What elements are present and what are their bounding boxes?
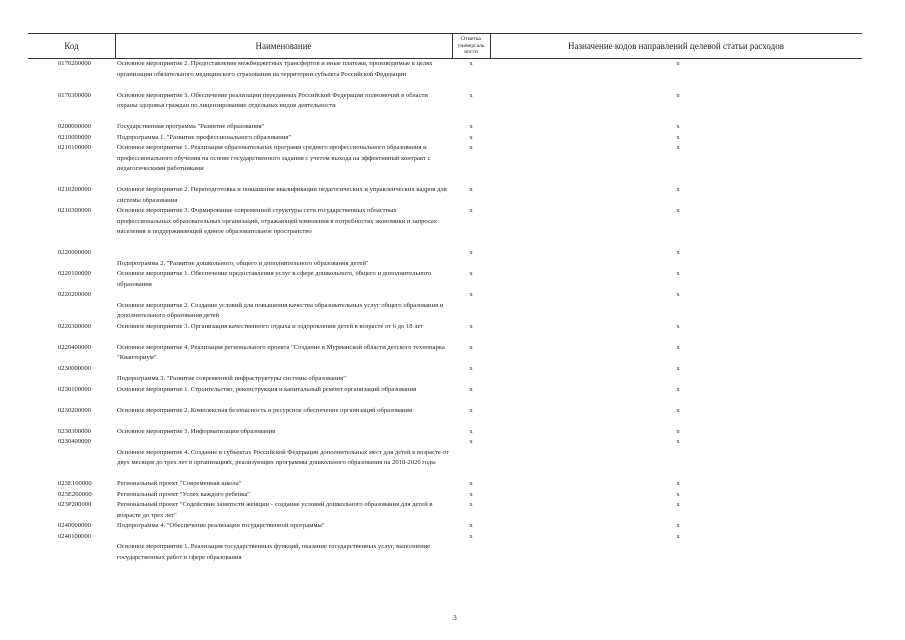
table-row xyxy=(0,427,905,438)
table-row xyxy=(0,448,905,480)
row-universality-mark: x xyxy=(469,207,473,214)
row-universality-mark: x xyxy=(469,249,473,256)
row-purpose: x xyxy=(676,249,680,256)
row-universality-mark: x xyxy=(469,291,473,298)
row-purpose: x xyxy=(676,60,680,67)
row-purpose: x xyxy=(676,186,680,193)
row-universality-mark: x xyxy=(469,186,473,193)
row-purpose: x xyxy=(676,133,680,141)
table-row xyxy=(0,259,905,270)
row-code: 0230000000 xyxy=(58,364,91,372)
row-purpose: x xyxy=(676,490,680,498)
row-universality-mark: x xyxy=(469,322,473,330)
row-name: Региональный проект "Содействие занятости женщин - создание условий дошкольного образования для детей в возрасте до трех лет" xyxy=(117,501,433,519)
table-row xyxy=(0,91,905,123)
row-code: 0210000000 xyxy=(58,133,91,141)
row-universality-mark: x xyxy=(469,91,473,99)
row-name: Подпрограмма 2. "Развитие дошкольного, общего и дополнительного образования детей" xyxy=(117,259,369,267)
header-universality-mark: Отметка универсаль ности xyxy=(452,33,490,59)
row-code: 0210100000 xyxy=(58,144,91,151)
row-name: Основное мероприятие 3. Обеспечение реализации переданных Российской Федерации полномочий в области охраны здоровья граждан по лицензированию отдельных видов деятельности xyxy=(117,91,428,109)
row-purpose: x xyxy=(676,91,680,99)
row-code: 0230400000 xyxy=(58,438,91,445)
row-name: Основное мероприятие 4. Создание в субъектах Российской Федерации дополнительных мест для детей в возрасте от двух месяцев до трех лет в организациях, реализующих программы дошкольного образования на 2018-2020 годы xyxy=(117,448,449,466)
row-name: Основное мероприятие 1. Реализация образовательных программ среднего профессионального образования и профессионального обучения на основе государственного задания с учетом выхода на эффективный контракт с педагогическими работниками xyxy=(117,144,431,172)
row-code: 0230200000 xyxy=(58,406,91,414)
table-row xyxy=(0,269,905,290)
row-universality-mark: x xyxy=(469,385,473,393)
row-code: 0210300000 xyxy=(58,207,91,214)
row-universality-mark: x xyxy=(469,123,473,130)
row-code: 0210200000 xyxy=(58,186,91,193)
table-row xyxy=(0,490,905,501)
row-code: 0170200000 xyxy=(58,60,91,67)
row-purpose: x xyxy=(676,364,680,372)
row-universality-mark: x xyxy=(469,364,473,372)
row-code: 0170300000 xyxy=(58,91,91,99)
table-row xyxy=(0,185,905,206)
header-purpose: Назначение кодов направлений целевой статьи расходов xyxy=(490,33,862,59)
table-row xyxy=(0,143,905,185)
table-row xyxy=(0,437,905,448)
row-universality-mark: x xyxy=(469,60,473,67)
row-name: Основное мероприятие 1. Обеспечение предоставления услуг в сфере дошкольного, общего и дополнительного образования xyxy=(117,270,432,288)
row-universality-mark: x xyxy=(469,532,473,540)
page-number: 3 xyxy=(453,614,457,622)
table-row xyxy=(0,385,905,406)
header-name: Наименование xyxy=(115,33,452,59)
table-row xyxy=(0,322,905,343)
table-row xyxy=(0,301,905,322)
row-name: Основное мероприятие 1. Реализация государственных функций, оказание государственных услуг, выполнение государственных работ в сфере образования xyxy=(117,543,431,561)
header-divider xyxy=(452,33,453,59)
row-universality-mark: x xyxy=(469,438,473,445)
row-universality-mark: x xyxy=(469,133,473,141)
row-universality-mark: x xyxy=(469,490,473,498)
table-row xyxy=(0,542,905,563)
row-code: 023E100000 xyxy=(58,480,92,487)
table-row xyxy=(0,479,905,490)
row-purpose: x xyxy=(676,343,680,351)
row-name: Основное мероприятие 2. Создание условий для повышения качества образовательных услуг общего образования и дополнительного образования детей xyxy=(117,301,444,319)
row-name: Подпрограмма 4. "Обеспечение реализации государственной программы" xyxy=(117,522,325,529)
row-purpose: x xyxy=(676,427,680,435)
row-code: 0220400000 xyxy=(58,343,91,351)
row-name: Региональный проект "Современная школа" xyxy=(117,480,242,487)
table-row xyxy=(0,206,905,248)
row-code: 0230100000 xyxy=(58,385,91,393)
table-row xyxy=(0,290,905,301)
row-name: Подпрограмма 3. "Развитие современной инфраструктуры системы образования" xyxy=(117,375,346,382)
row-purpose: x xyxy=(676,322,680,330)
row-name: Основное мероприятие 3. Организация качественного отдыха и оздоровления детей в возрасте от 6 до 18 лет xyxy=(117,322,424,330)
row-universality-mark: x xyxy=(469,427,473,435)
row-universality-mark: x xyxy=(469,501,473,508)
header-divider xyxy=(490,33,491,59)
row-purpose: x xyxy=(676,291,680,298)
row-purpose: x xyxy=(676,144,680,151)
table-row xyxy=(0,59,905,91)
table-row xyxy=(0,343,905,364)
table-row xyxy=(0,521,905,532)
row-code: 023P200000 xyxy=(58,501,92,508)
row-name: Основное мероприятие 2. Предоставление межбюджетных трансфертов и иные платежи, производимые в целях организации обязательного медицинского страхования на территории субъекта Российской Федерации xyxy=(117,60,433,78)
row-universality-mark: x xyxy=(469,480,473,487)
row-name: Региональный проект "Успех каждого ребенка" xyxy=(117,490,250,498)
row-name: Основное мероприятие 3. Информатизация образования xyxy=(117,427,276,435)
row-universality-mark: x xyxy=(469,406,473,414)
row-name: Основное мероприятие 4. Реализация регионального проекта "Создание в Мурманской области детского технопарка "Кванториум" xyxy=(117,343,445,361)
row-code: 0240100000 xyxy=(58,532,91,540)
row-purpose: x xyxy=(676,438,680,445)
row-code: 0240000000 xyxy=(58,522,91,529)
row-code: 0220200000 xyxy=(58,291,91,298)
row-purpose: x xyxy=(676,522,680,529)
row-universality-mark: x xyxy=(469,144,473,151)
row-code: 0220100000 xyxy=(58,270,91,277)
row-purpose: x xyxy=(676,406,680,414)
row-code: 0230300000 xyxy=(58,427,91,435)
row-code: 0200000000 xyxy=(58,123,91,130)
row-name: Основное мероприятие 1. Строительство, реконструкция и капитальный ремонт организаций образования xyxy=(117,385,417,393)
row-name: Основное мероприятие 2. Переподготовка и повышение квалификации педагогических и управленческих кадров для системы образования xyxy=(117,186,447,204)
header-code: Код xyxy=(28,33,115,59)
row-purpose: x xyxy=(676,207,680,214)
row-universality-mark: x xyxy=(469,343,473,351)
table-row xyxy=(0,500,905,521)
row-name: Подпрограмма 1. "Развитие профессионального образования" xyxy=(117,133,292,141)
table-row xyxy=(0,122,905,133)
row-universality-mark: x xyxy=(469,270,473,277)
table-row xyxy=(0,374,905,385)
row-name: Основное мероприятие 3. Формирование современной структуры сети государственных областных профессиональных образовательных организаций, отражающей изменения в потребностях экономики и запросах населения и поддерживающей единое образовательное пространство xyxy=(117,207,438,235)
row-universality-mark: x xyxy=(469,522,473,529)
row-purpose: x xyxy=(676,480,680,487)
header-divider xyxy=(115,33,116,59)
row-purpose: x xyxy=(676,532,680,540)
table-row xyxy=(0,133,905,144)
row-purpose: x xyxy=(676,501,680,508)
table-row xyxy=(0,364,905,375)
row-code: 0220300000 xyxy=(58,322,91,330)
row-purpose: x xyxy=(676,123,680,130)
row-purpose: x xyxy=(676,385,680,393)
row-name: Государственная программа "Развитие образования" xyxy=(117,123,265,130)
table-row xyxy=(0,532,905,543)
table-row xyxy=(0,248,905,259)
row-code: 023E200000 xyxy=(58,490,92,498)
table-row xyxy=(0,406,905,427)
row-purpose: x xyxy=(676,270,680,277)
row-name: Основное мероприятие 2. Комплексная безопасность и ресурсное обеспечение организаций образования xyxy=(117,406,412,414)
row-code: 0220000000 xyxy=(58,249,91,256)
